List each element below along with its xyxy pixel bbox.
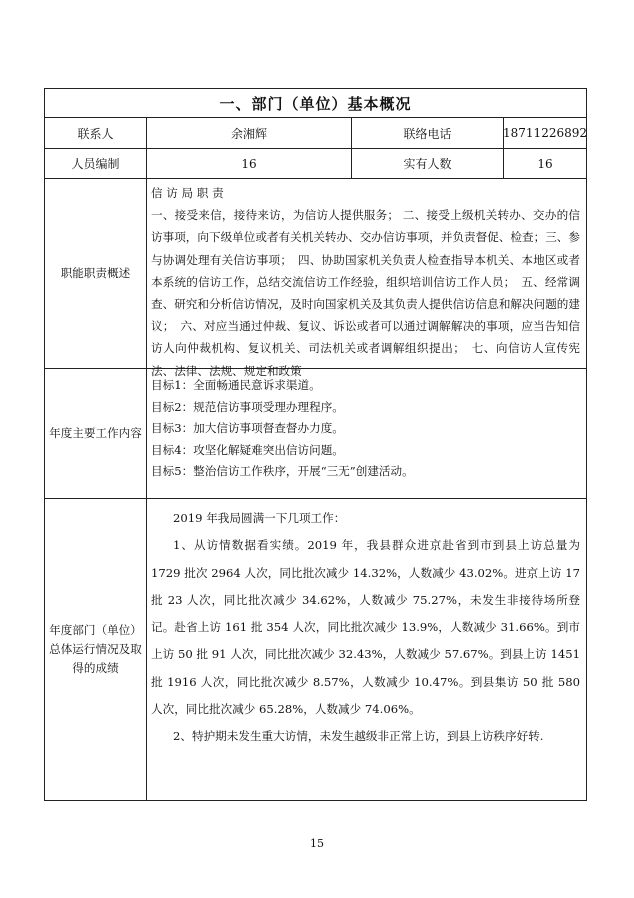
achievements-content (147, 499, 586, 800)
goal-item: 目标3：加大信访事项督查督办力度。 (151, 421, 344, 436)
phone-label: 联络电话 (352, 118, 504, 148)
page-number: 15 (310, 837, 324, 850)
goals-content (147, 369, 586, 498)
goals-row (45, 369, 586, 499)
achievements-paragraph-2: 2、特护期未发生重大访情，未发生越级非正常上访，到县上访秩序好转. (173, 729, 544, 744)
achievements-paragraph-1: 1、从访情数据看实绩。2019 年，我县群众进京赴省到市到县上访总量为 1729 批次 2964 人次，同比批次减少 14.32%，人数减少 43.02%。进京上访 17 批 23 人次，同比批次减少 34.62%，人数减少 75.27%，未发生非接待场所登记。赴省上访 161 批 354 人次，同比批次减少 13.9%，人数减少 31.66%。到市上访 50 批 91 人次，同比批次减少 32.43%，人数减少 57.67%。到县上访 1451 批 1916 人次，同比批次减少 8.57%，人数减少 10.47%。到县集访 50 批 580 人次，同比批次减少 65.28%，人数减少 74.06%。 (151, 538, 580, 717)
overview-table (44, 88, 587, 801)
staff-label: 人员编制 (45, 149, 147, 178)
actual-staff-value: 16 (537, 156, 553, 171)
duties-label: 职能职责概述 (45, 179, 147, 368)
duties-text: 一、接受来信，接待来访，为信访人提供服务； 二、接受上级机关转办、交办的信访事项，向下级单位或者有关机关转办、交办信访事项，并负责督促、检查；三、参与协调处理有关信访事项； 四、协助国家机关负责人检查指导本机关、本地区或者本系统的信访工作，总结交流信访工作经验，组织培训信访工作人员； 五、经常调查、研究和分析信访情况，及时向国家机关及其负责人提供信访信息和解决问题的建议； 六、对应当通过仲裁、复议、诉讼或者可以通过调解解决的事项，应当告知信访人向仲裁机构、复议机关、司法机关或者调解组织提出； 七、向信访人宣传宪法、法律、法规、规定和政策 (151, 208, 580, 378)
staff-row (45, 149, 586, 179)
goals-label: 年度主要工作内容 (45, 369, 147, 498)
contact-row (45, 118, 586, 149)
duties-row (45, 179, 586, 378)
achievements-label: 年度部门（单位）总体运行情况及取得的成绩 (45, 499, 147, 800)
achievements-row (45, 499, 586, 800)
title-row (45, 89, 586, 118)
goal-item: 目标4：攻坚化解疑难突出信访问题。 (151, 442, 344, 457)
section-title: 一、部门（单位）基本概况 (219, 94, 412, 113)
achievements-intro: 2019 年我局圆满一下几项工作： (173, 511, 346, 525)
goal-item: 目标1：全面畅通民意诉求渠道。 (151, 378, 321, 392)
duties-content (147, 179, 586, 378)
actual-staff-label: 实有人数 (352, 149, 504, 178)
contact-name: 余湘辉 (147, 118, 352, 148)
goal-item: 目标2：规范信访事项受理办理程序。 (151, 399, 344, 414)
duties-heading: 信 访 局 职 责 (151, 186, 224, 200)
goal-item: 目标5：整治信访工作秩序，开展“三无”创建活动。 (151, 464, 414, 479)
contact-label: 联系人 (45, 118, 147, 148)
phone-value: 18711226892 (503, 126, 587, 140)
staff-value: 16 (147, 149, 352, 178)
